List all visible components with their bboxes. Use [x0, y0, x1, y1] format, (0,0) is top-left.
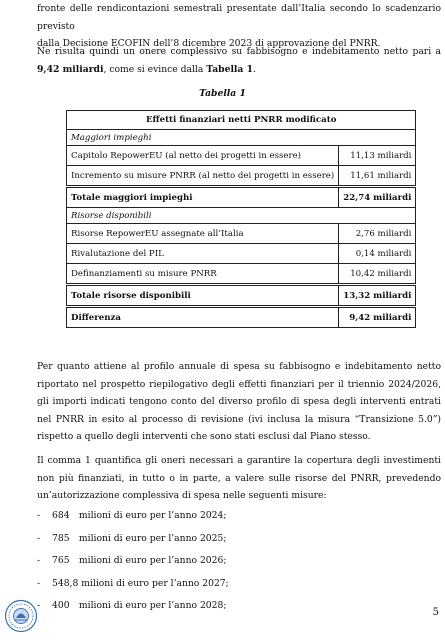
table-total-row: [67, 187, 416, 208]
list-amount: 400: [52, 600, 70, 611]
list-dash: -: [37, 577, 41, 589]
list-text: milioni di euro per l’anno 2025;: [76, 532, 227, 544]
summary-amount: 9,42 miliardi: [37, 63, 104, 75]
section-label-maggiori-impieghi: Maggiori impieghi: [67, 130, 416, 146]
row-value: 22,74 miliardi: [339, 187, 416, 208]
table-title: Effetti finanziari netti PNRR modificato: [67, 111, 416, 130]
list-item: [37, 553, 437, 576]
row-value: 10,42 miliardi: [339, 264, 416, 285]
table-caption: Tabella 1: [199, 88, 246, 99]
list-dash: -: [37, 532, 41, 544]
table-difference-row: [67, 307, 416, 328]
list-amount: 548,8: [52, 577, 79, 589]
comma-paragraph: Il comma 1 quantifica gli oneri necessari a garantire la copertura degli investimenti non più finanziati, in tutto o in parte, a valere sulle risorse del PNRR, prevedendo un’autorizzazione complessiva di spesa nelle seguenti misure:: [37, 455, 441, 501]
row-value: 2,76 miliardi: [339, 224, 416, 244]
list-text: milioni di euro per l’anno 2027;: [78, 577, 229, 589]
row-label: Incremento su misure PNRR (al netto dei progetti in essere): [67, 166, 339, 187]
row-value: 11,13 miliardi: [339, 146, 416, 166]
list-text: milioni di euro per l’anno 2026;: [76, 555, 227, 566]
list-item: [37, 531, 437, 554]
list-text: milioni di euro per l’anno 2028;: [76, 600, 227, 611]
table-row: [67, 224, 416, 244]
financial-effects-table: [66, 110, 416, 328]
list-dash: -: [37, 555, 41, 566]
row-value: 9,42 miliardi: [339, 307, 416, 328]
list-dash: -: [37, 600, 41, 611]
intro-line-2: dalla Decisione ECOFIN dell’8 dicembre 2023 di approvazione del PNRR.: [37, 38, 381, 49]
institutional-seal-icon: [4, 599, 41, 633]
table-total-row: [67, 285, 416, 307]
summary-text-before: Ne risulta quindi un onere complessivo su fabbisogno e indebitamento netto pari a: [37, 46, 441, 57]
list-amount: 765: [52, 555, 70, 566]
list-item: [37, 576, 437, 599]
table-row: [67, 264, 416, 285]
row-label: Risorse RepowerEU assegnate all’Italia: [67, 224, 339, 244]
summary-table-ref: Tabella 1: [206, 63, 253, 75]
row-label: Differenza: [67, 307, 339, 328]
page-number: 5: [432, 607, 439, 618]
row-value: 13,32 miliardi: [339, 285, 416, 307]
row-label: Totale risorse disponibili: [67, 285, 339, 307]
list-amount: 684: [52, 510, 70, 521]
list-item: [37, 598, 437, 621]
summary-text-middle: , come si evince dalla: [103, 63, 207, 75]
section-label-risorse-disponibili: Risorse disponibili: [67, 208, 416, 224]
row-label: Definanziamenti su misure PNRR: [67, 264, 339, 285]
list-text: milioni di euro per l’anno 2024;: [76, 510, 227, 521]
table-row: [67, 244, 416, 264]
table-section-row: [67, 208, 416, 224]
row-label: Capitolo RepowerEU (al netto dei progetti in essere): [67, 146, 339, 166]
intro-line-1: fronte delle rendicontazioni semestrali presentate dall’Italia secondo lo scadenzario previsto: [37, 3, 441, 32]
table-row: [67, 146, 416, 166]
row-value: 0,14 miliardi: [339, 244, 416, 264]
list-item: [37, 508, 437, 531]
row-value: 11,61 miliardi: [339, 166, 416, 187]
table-row: [67, 166, 416, 187]
table-title-row: [67, 111, 416, 130]
row-label: Rivalutazione del PIL: [67, 244, 339, 264]
spending-list: [37, 508, 437, 621]
profile-paragraph: Per quanto attiene al profilo annuale di spesa su fabbisogno e indebitamento netto riportato nel prospetto riepilogativo degli effetti finanziari per il triennio 2024/2026, gli importi indicati tengono conto del diverso profilo di spesa degli interventi entrati nel PNRR in esito al processo di revisione (ivi inclusa la misura “Transizione 5.0”) rispetto a quello degli interventi che sono stati esclusi dal Piano stesso.: [37, 361, 441, 442]
row-label: Totale maggiori impieghi: [67, 187, 339, 208]
table-section-row: [67, 130, 416, 146]
list-amount: 785: [52, 532, 70, 544]
summary-paragraph: [37, 43, 441, 78]
summary-text-after: .: [252, 63, 256, 75]
list-dash: -: [37, 510, 41, 521]
